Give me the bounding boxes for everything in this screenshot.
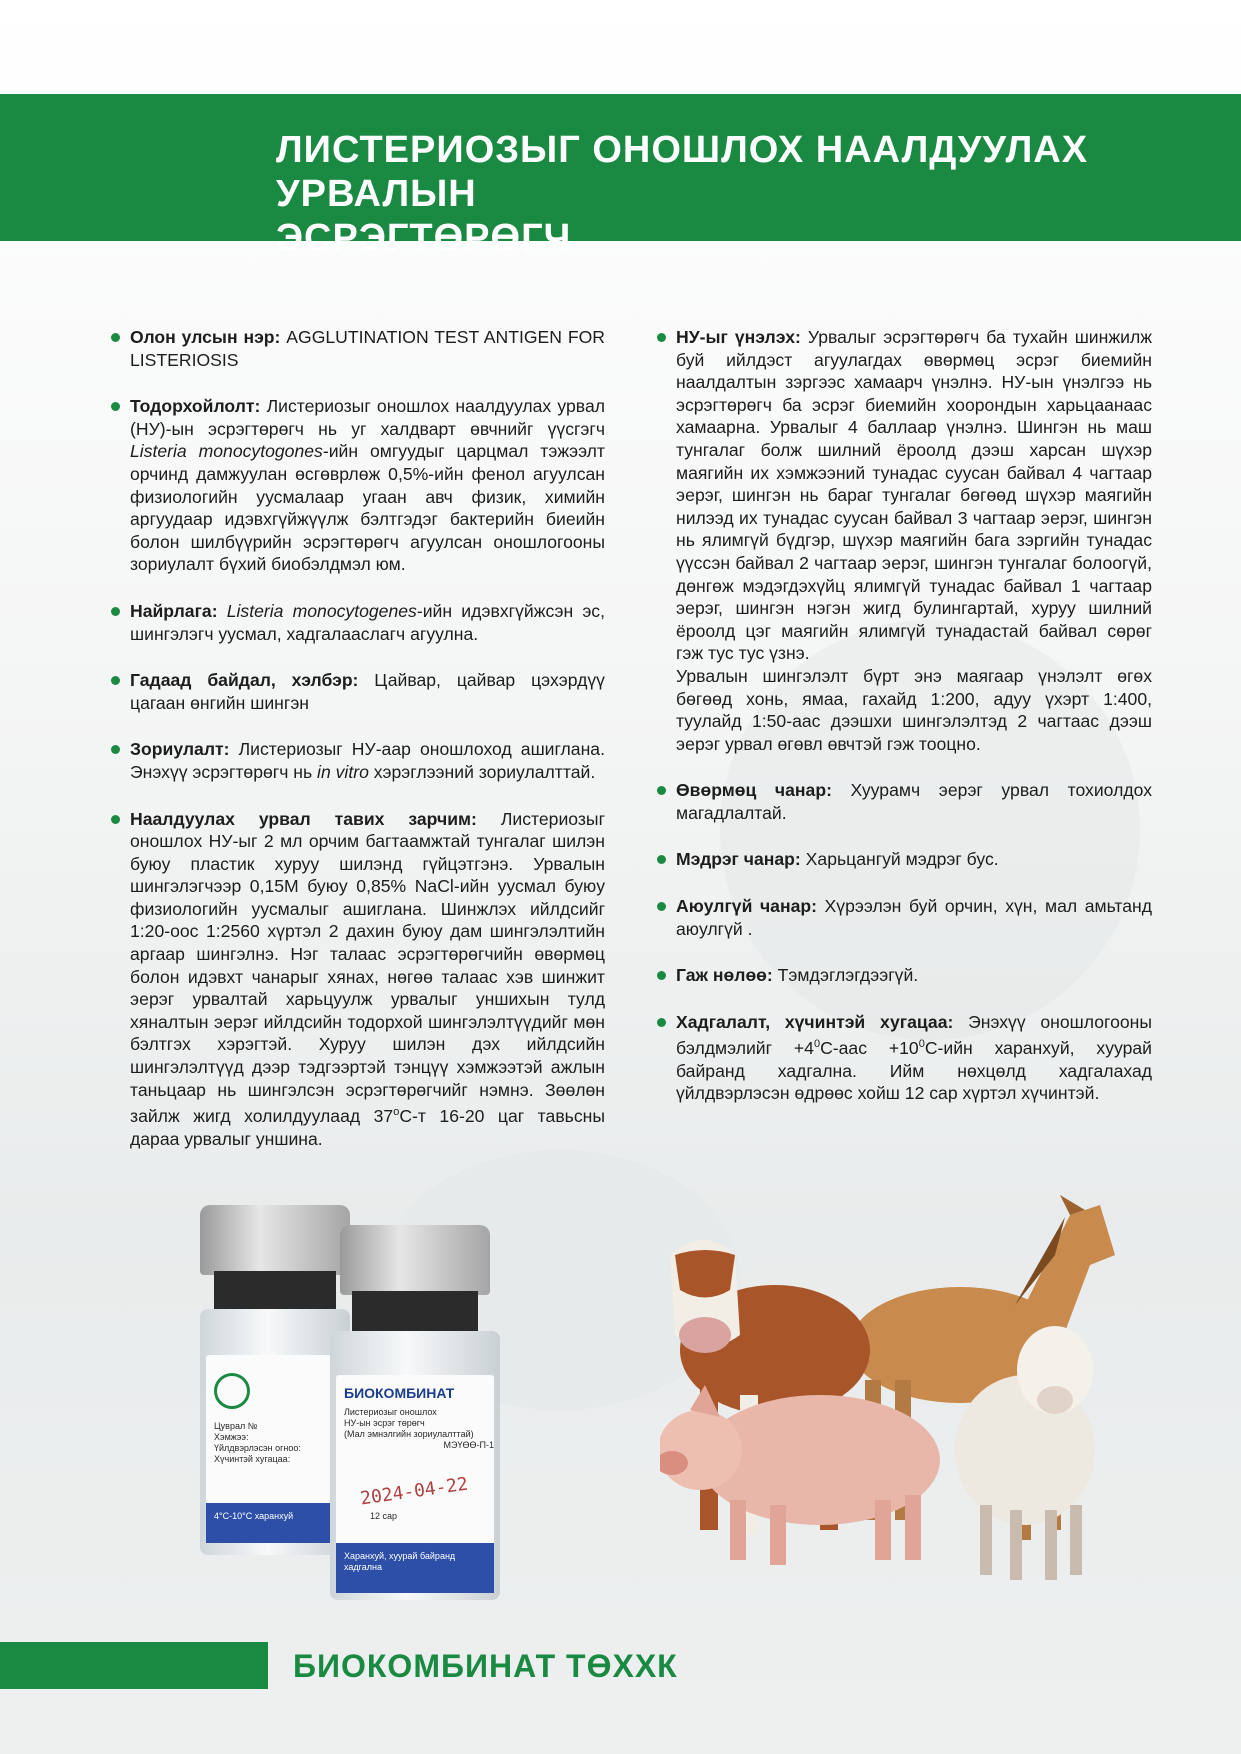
vial-back-line-3: Үйлдвэрлэсэн огноо: [214, 1443, 301, 1453]
company-name: БИОКОМБИНАТ ТӨХХК [293, 1648, 678, 1684]
composition-species: Listeria monocytogenes [226, 600, 417, 621]
biocombinat-logo [214, 1373, 250, 1409]
international-name-label: Олон улсын нэр: [130, 327, 281, 347]
vial-back-temp: 4°С-10°С харанхуй [214, 1511, 294, 1521]
storage-label: Хадгалалт, хүчинтэй хугацаа: [676, 1011, 954, 1032]
vial-code: МЭҮӨӨ-П-1 [443, 1440, 494, 1450]
safety-text: Хүрээлэн буй орчин, хүн, мал амьтанд аюулгүй . [676, 896, 1152, 939]
specificity-label: Өвөрмөц чанар: [676, 780, 832, 801]
purpose-item [110, 738, 605, 783]
vial-back-line-4: Хүчинтэй хугацаа: [214, 1454, 291, 1464]
international-name-item [110, 326, 605, 371]
purpose-text-1: Листериозыг НУ-аар оношлоход ашиглана. Энэхүү эсрэгтөрөгч нь [130, 739, 605, 782]
principle-item [110, 808, 605, 1151]
evaluation-text: Урвалыг эсрэгтөрөгч ба тухайн шинжилж буй ийлдэст агуулагдах өвөрмөц эсрэг биемийн наалдалтын зэргээс хамаарч үнэлнэ. НУ-ын үнэлгээ нь эсрэгтөрөгч ба эсрэг биемийн хоорондын харьцаанаас хамаарна. Урвалыг 4 баллаар үнэлнэ. Шингэн нь маш тунгалаг болж шилний ёроолд дээш харсан шүхэр маягийн их хэмжээний тунадас суусан байвал 4 чагтаар эерэг, шингэн нь бараг тунгалаг бөгөөд шүхэр маягийн нилээд их тунадас суусан байвал 3 чагтаар эерэг, шингэн нь ялимгүй бүдгэр, шүхэр маягийн бага зэргийн тунадас үүссэн байвал 2 чагтаар эерэг, шингэн тунгалаг болоогүй, дөнгөж мэдэгдэхүйц ялимгүй тунадас байвал 1 чагтаар эерэг, шингэн нэгэн жигд булингартай, хуруу шилний ёроолд цэг маягийн ялимгүй тунадастай байвал сөрөг гэж тус тус үзнэ. [676, 327, 1152, 664]
livestock-illustration [660, 1195, 1130, 1595]
principle-degree: о [393, 1106, 400, 1119]
specificity-item [656, 779, 1152, 824]
vial-line-3: (Мал эмнэлгийн зориулалттай) [344, 1429, 474, 1439]
side-effects-label: Гаж нөлөө: [676, 965, 773, 986]
vial-line-1: Листериозыг оношлох [344, 1407, 437, 1417]
evaluation-text-2: Урвалын шингэлэлт бүрт энэ маягаар үнэлэлт өгөх бөгөөд хонь, ямаа, гахайд 1:200, адуу үхэрт 1:400, туулайд 1:50-аас дээшхи шингэлэлтэд 2 чагтаас дээш эерэг урвал өгөвл өвчтэй гэж тооцно. [676, 665, 1152, 754]
vial-front [330, 1225, 500, 1600]
vial-brand: БИОКОМБИНАТ [344, 1385, 455, 1401]
appearance-item [110, 669, 605, 714]
vial-line-2: НУ-ын эсрэг төрөгч [344, 1418, 425, 1428]
international-name-text: AGGLUTINATION TEST ANTIGEN FOR LISTERIOSIS [130, 327, 605, 370]
description-item [110, 395, 605, 576]
vial-expiry: 12 сар [370, 1511, 398, 1521]
vial-back [200, 1205, 350, 1555]
purpose-label: Зориулалт: [130, 739, 230, 760]
storage-degree-2: 0 [918, 1038, 925, 1051]
safety-label: Аюулгүй чанар: [676, 896, 817, 917]
composition-item [110, 600, 605, 645]
left-column [110, 326, 605, 1174]
principle-label: Наалдуулах урвал тавих зарчим: [130, 808, 477, 829]
description-species: Listeria monocytogones [130, 441, 323, 462]
purpose-in-vitro: in vitro [317, 761, 369, 782]
description-label: Тодорхойлолт: [130, 396, 261, 417]
vial-date: 2024-04-22 [359, 1473, 470, 1510]
vial-storage: Харанхуй, хуурай байранд хадгална [344, 1551, 456, 1572]
specificity-text: Хуурамч эерэг урвал тохиолдох магадлалтай. [676, 780, 1152, 823]
sensitivity-label: Мэдрэг чанар: [676, 849, 801, 870]
storage-text-2: С-аас +10 [820, 1038, 919, 1059]
appearance-label: Гадаад байдал, хэлбэр: [130, 670, 359, 691]
vial-back-line-2: Хэмжээ: [214, 1432, 249, 1442]
appearance-text: Цайвар, цайвар цэхэрдүү цагаан өнгийн шингэн [130, 670, 605, 713]
side-effects-text: Тэмдэглэгдээгүй. [772, 965, 919, 986]
vial-back-line-1: Цуврал № [214, 1421, 258, 1431]
description-text-1: Листериозыг оношлох наалдуулах урвал (НУ)-ын эсрэгтөрөгч нь уг халдварт өвчнийг үүсгэгч [130, 396, 605, 439]
storage-item [656, 1011, 1152, 1105]
storage-text-3: С-ийн харанхуй, хуурай байранд хадгална. Ийм нөхцөлд хадгалахад үйлдвэрлэсэн өдрөөс хойш 12 сар хүртэл хүчинтэй. [676, 1038, 1152, 1104]
description-text-2: -ийн омгуудыг царцмал тэжээлт орчинд дамжуулан өсгөврлөж 0,5%-ийн фенол агуулсан физиологийн уусмалаар угаан авч физик, химийн аргуудаар идэвхгүйжүүлж бэлтгэдэг бактерийн биеийн болон шилбүүрийн эсрэгтөрөгч агуулсан оношлогооны зориулалт бүхий биобэлдмэл юм. [130, 441, 605, 575]
right-column [656, 326, 1152, 1129]
composition-label: Найрлага: [130, 600, 218, 621]
storage-degree-1: 0 [813, 1038, 821, 1051]
storage-text-1: Энэхүү оношлогооны бэлдмэлийг +4 [676, 1011, 1152, 1059]
side-effects-item [656, 964, 1152, 987]
composition-text: -ийн идэвхгүйжсэн эс, шингэлэгч уусмал, хадгалааслагч агуулна. [130, 600, 605, 644]
title-line-1: ЛИСТЕРИОЗЫГ ОНОШЛОХ НААЛДУУЛАХ УРВАЛЫН [276, 129, 1089, 215]
sensitivity-text: Харьцангуй мэдрэг бус. [800, 849, 999, 870]
title-line-2: ЭСРЭГТӨРӨГЧ [276, 217, 572, 259]
page-title [276, 128, 1176, 260]
sensitivity-item [656, 848, 1152, 871]
safety-item [656, 895, 1152, 940]
evaluation-label: НУ-ыг үнэлэх: [676, 327, 801, 347]
purpose-text-2: хэрэглээний зориулалттай. [368, 761, 596, 782]
pig-icon [660, 1385, 940, 1565]
principle-text-2: С-т 16-20 цаг тавьсны дараа урвалыг уншина. [130, 1106, 605, 1149]
evaluation-item [656, 326, 1152, 755]
footer-band [0, 1642, 268, 1689]
principle-text-1: Листериозыг оношлох НУ-ыг 2 мл орчим багтаамжтай тунгалаг шилэн буюу пластик хуруу шилэнд гүйцэтгэнэ. Урвалын шингэлэгчээр 0,15М буюу 0,85% NaCl-ийн уусмал буюу физиологийн уусмалыг ашиглана. Шинжлэх ийлдсийг 1:20-оос 1:2560 хүртэл 2 дахин буюу дам шингэлэлтийн аргаар шингэлнэ. Нэг талаас эсрэгтөрөгчийн өвөрмөц болон идэвхт чанарыг хянах, нөгөө талаас хэв шинжит эерэг урвалтай харьцуулж урвалыг уншихын тулд хяналтын эерэг ийлдсийн тодорхой шингэлэлтүүдийг мөн бэлтгэх хэрэгтэй. Хуруу шилэн дэх ийлдсийн шингэлэлтүүд дээр тэдгээртэй тэнцүү хэмжээтэй ажлын таньцаар нь шингэлсэн эсрэгтөрөгчийг нэмнэ. Зөөлөн зайлж жигд холилдуулаад 37 [130, 808, 605, 1127]
